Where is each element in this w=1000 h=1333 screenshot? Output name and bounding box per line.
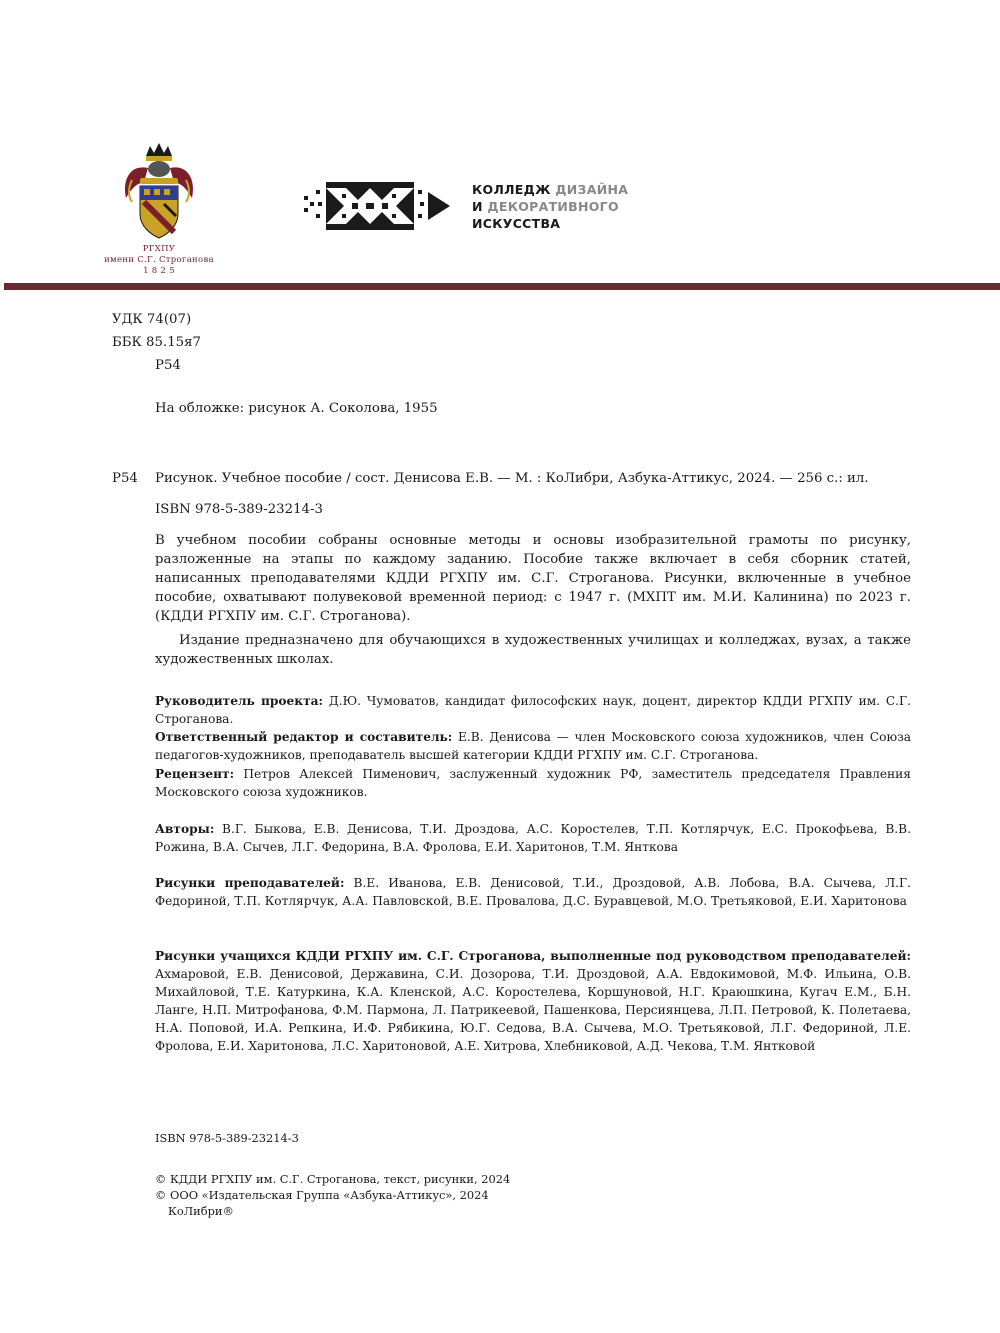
biblio-isbn: ISBN 978-5-389-23214-3 xyxy=(155,502,323,517)
biblio-author-mark: Р54 xyxy=(112,471,138,486)
credit-project-lead: Руководитель проекта: Д.Ю. Чумоватов, кандидат философских наук, доцент, директор КДДИ РГХПУ им. С.Г. Строганова. xyxy=(155,694,911,726)
credit-student-drawings: Рисунки учащихся КДДИ РГХПУ им. С.Г. Строганова, выполненные под руководством преподавателей: Ахмаровой, Е.В. Денисовой, Державина, С.И. Дозорова, Т.И. Дроздовой, А.А. Евдокимовой, М.Ф. Ильина, О.В. Михайловой, Т.Е. Катуркина, К.А. Кленской, А.С. Коростелева, Коршуновой, Н.Г. Краюшкина, Кугач Е.М., Б.Н. Ланге, Н.П. Митрофанова, Ф.М. Пармона, Л. Патрикеевой, Пашенкова, Персиянцева, Л.П. Петровой, К. Полетаева, Н.А. Поповой, И.А. Репкина, И.Ф. Рябикина, Ю.Г. Седова, В.А. Сычева, М.О. Третьяковой, Л.Г. Федориной, Л.Е. Фролова, Е.И. Харитонова, Л.С. Харитоновой, А.Е. Хитрова, Хлебниковой, А.Д. Чекова, Т.М. Янтковой xyxy=(155,949,911,1053)
credit-reviewer: Рецензент: Петров Алексей Пименович, заслуженный художник РФ, заместитель председателя Правления Московского союза художников. xyxy=(155,767,911,799)
college-name-line-3: ИСКУССТВА xyxy=(472,216,561,231)
credit-editor: Ответственный редактор и составитель: Е.В. Денисова — член Московского союза художников, член Союза педагогов-художников, преподаватель высшей категории КДДИ РГХПУ им. С.Г. Строганова. xyxy=(155,730,911,762)
footer-isbn: ISBN 978-5-389-23214-3 xyxy=(155,1131,299,1145)
cover-note: На обложке: рисунок А. Соколова, 1955 xyxy=(155,401,438,416)
college-name-line-1: КОЛЛЕДЖ ДИЗАЙНА xyxy=(472,182,629,197)
annotation-paragraph-2: Издание предназначено для обучающихся в художественных училищах и колледжах, вузах, а также художественных школах. xyxy=(155,633,911,667)
bbk-index: ББК 85.15я7 xyxy=(112,335,201,350)
udk-index: УДК 74(07) xyxy=(112,312,192,327)
college-ornament-logo xyxy=(304,182,450,230)
author-mark: Р54 xyxy=(155,358,181,373)
crest-caption-line-2: имени С.Г. Строганова xyxy=(104,255,214,265)
crest-caption-line-1: РГХПУ xyxy=(142,244,176,254)
annotation-paragraph-1: В учебном пособии собраны основные методы и основы изобразительной грамоты по рисунку, разложенные на этапы по каждому заданию. Пособие также включает в себя сборник статей, написанных преподавателями КДДИ РГХПУ им. С.Г. Строганова. Рисунки, включенные в учебное пособие, охватывают полувековой временной период: с 1947 г. (МХПТ им. М.И. Калинина) по 2023 г. (КДДИ РГХПУ им. С.Г. Строганова). xyxy=(155,533,911,624)
copyright-line-2: © ООО «Издательская Группа «Азбука-Аттикус», 2024 xyxy=(155,1188,489,1202)
header-divider xyxy=(4,283,1000,290)
university-crest-logo xyxy=(118,140,200,242)
credit-teacher-drawings: Рисунки преподавателей: В.Е. Иванова, Е.В. Денисовой, Т.И., Дроздовой, А.В. Лобова, В.А. Сычева, Л.Г. Федориной, Т.П. Котлярчук, А.А. Павловской, В.Е. Провалова, Д.С. Буравцевой, М.О. Третьяковой, Е.И. Харитонова xyxy=(155,876,911,908)
copyright-line-1: © КДДИ РГХПУ им. С.Г. Строганова, текст, рисунки, 2024 xyxy=(155,1172,511,1186)
biblio-entry: Рисунок. Учебное пособие / сост. Денисова Е.В. — М. : КоЛибри, Азбука-Аттикус, 2024. — 256 с.: ил. xyxy=(155,471,869,486)
imprint-name: КоЛибри® xyxy=(168,1204,234,1218)
college-name-line-2: И ДЕКОРАТИВНОГО xyxy=(472,199,619,214)
crest-caption-line-3: 1 8 2 5 xyxy=(143,266,175,276)
credit-authors: Авторы: В.Г. Быкова, Е.В. Денисова, Т.И. Дроздова, А.С. Коростелев, Т.П. Котлярчук, Е.С. Прокофьева, В.В. Рожина, В.А. Сычев, Л.Г. Федорина, В.А. Фролова, Е.И. Харитонов, Т.М. Янткова xyxy=(155,822,911,854)
